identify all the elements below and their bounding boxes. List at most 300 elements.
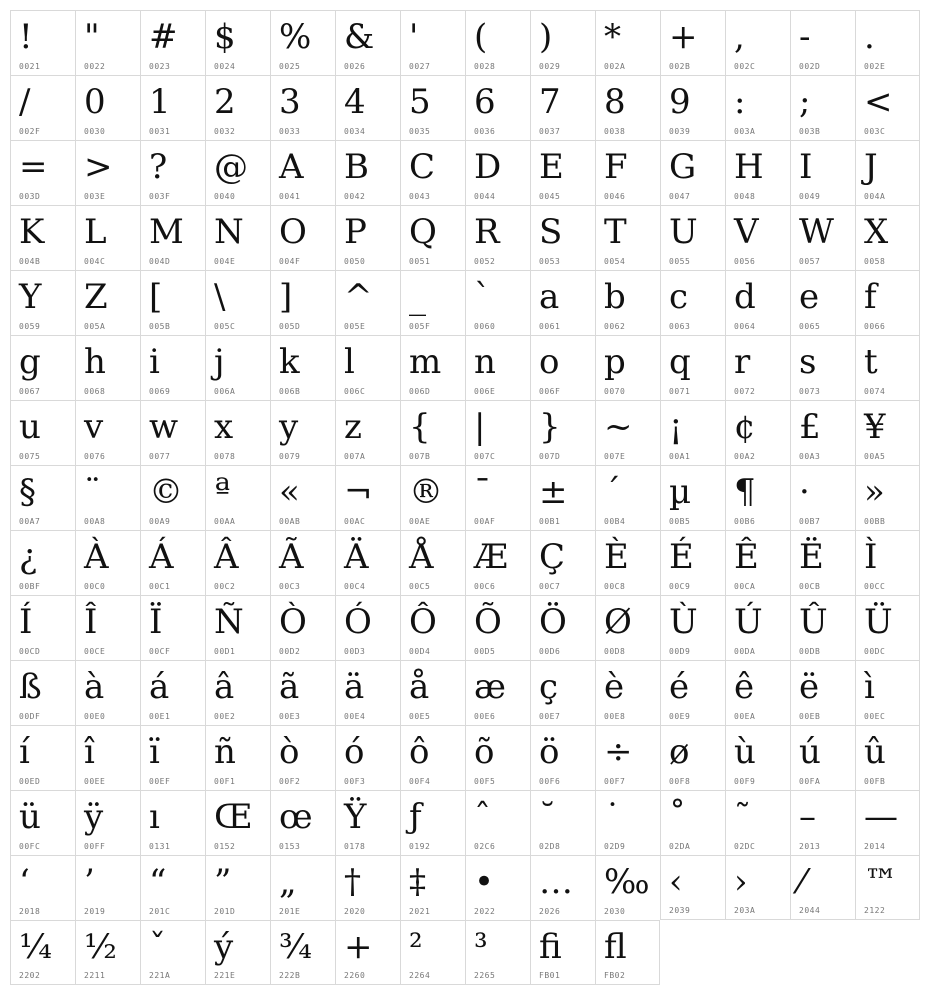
glyph-code: 00AE: [409, 517, 431, 526]
glyph-cell: [400, 595, 465, 660]
glyph-char: A: [279, 147, 304, 187]
glyph-char: |: [474, 407, 486, 447]
glyph-code: 0153: [279, 842, 301, 851]
glyph-cell: [270, 725, 335, 790]
glyph-cell: [530, 920, 595, 985]
glyph-cell: [335, 335, 400, 400]
glyph-char: Ó: [344, 602, 372, 642]
glyph-char: …: [539, 862, 573, 902]
glyph-char: û: [864, 732, 886, 772]
glyph-char: Œ: [214, 797, 253, 837]
glyph-code: 0027: [409, 62, 431, 71]
glyph-code: 2026: [539, 907, 561, 916]
glyph-cell: [270, 855, 335, 920]
glyph-char: ì: [864, 667, 875, 707]
glyph-cell: [855, 400, 920, 465]
glyph-code: 2014: [864, 842, 886, 851]
glyph-cell: [205, 205, 270, 270]
glyph-cell: [10, 205, 75, 270]
glyph-code: 00FA: [799, 777, 821, 786]
glyph-cell: [140, 920, 205, 985]
glyph-cell: [530, 725, 595, 790]
glyph-cell: [465, 270, 530, 335]
glyph-code: 00E4: [344, 712, 366, 721]
glyph-cell: [270, 335, 335, 400]
glyph-cell: [660, 595, 725, 660]
glyph-char: s: [799, 342, 817, 382]
glyph-cell: [75, 725, 140, 790]
glyph-code: 005F: [409, 322, 431, 331]
glyph-cell: [75, 660, 140, 725]
glyph-char: Ê: [734, 537, 759, 577]
glyph-code: 004C: [84, 257, 106, 266]
glyph-code: 0046: [604, 192, 626, 201]
glyph-cell: [335, 270, 400, 335]
glyph-char: K: [19, 212, 45, 252]
glyph-code: 00BF: [19, 582, 41, 591]
glyph-char: F: [604, 147, 628, 187]
glyph-code: 00A3: [799, 452, 821, 461]
glyph-char: Ò: [279, 602, 307, 642]
glyph-cell: [335, 75, 400, 140]
glyph-code: 00CA: [734, 582, 756, 591]
glyph-char: =: [19, 147, 48, 187]
glyph-cell: [10, 595, 75, 660]
glyph-cell: [530, 335, 595, 400]
glyph-cell: [595, 205, 660, 270]
glyph-cell: [790, 335, 855, 400]
glyph-code: 2013: [799, 842, 821, 851]
glyph-cell: [270, 75, 335, 140]
glyph-code: 003E: [84, 192, 106, 201]
glyph-cell: [205, 270, 270, 335]
glyph-cell: [660, 335, 725, 400]
glyph-cell: [335, 855, 400, 920]
glyph-cell: [725, 75, 790, 140]
glyph-cell: [855, 595, 920, 660]
glyph-code: 0068: [84, 387, 106, 396]
glyph-cell: [855, 10, 920, 75]
glyph-code: 0043: [409, 192, 431, 201]
glyph-char: <: [864, 82, 893, 122]
glyph-code: 00DB: [799, 647, 821, 656]
glyph-char: _: [409, 277, 426, 317]
glyph-char: 1: [149, 82, 171, 122]
glyph-cell: [270, 920, 335, 985]
glyph-char: Q: [409, 212, 437, 252]
glyph-char: c: [669, 277, 689, 317]
glyph-char: ö: [539, 732, 560, 772]
glyph-cell: [140, 140, 205, 205]
glyph-cell: [205, 855, 270, 920]
glyph-cell: [660, 10, 725, 75]
glyph-code: 00F4: [409, 777, 431, 786]
glyph-char: Û: [799, 602, 828, 642]
glyph-cell: [725, 205, 790, 270]
glyph-cell: [335, 400, 400, 465]
glyph-code: 004F: [279, 257, 301, 266]
glyph-char: [: [149, 277, 163, 317]
glyph-char: z: [344, 407, 362, 447]
glyph-char: ˜: [734, 797, 751, 837]
glyph-char: p: [604, 342, 626, 382]
glyph-cell: [270, 660, 335, 725]
glyph-cell: [205, 75, 270, 140]
glyph-cell: [465, 335, 530, 400]
glyph-char: Ø: [604, 602, 632, 642]
glyph-code: 0056: [734, 257, 756, 266]
glyph-cell: [790, 465, 855, 530]
glyph-cell: [465, 790, 530, 855]
glyph-cell: [790, 725, 855, 790]
glyph-char: —: [864, 797, 898, 837]
glyph-char: @: [214, 147, 248, 187]
glyph-cell: [400, 140, 465, 205]
glyph-char: i: [149, 342, 160, 382]
glyph-cell: [465, 400, 530, 465]
glyph-char: 5: [409, 82, 431, 122]
glyph-code: 0070: [604, 387, 626, 396]
glyph-cell: [595, 270, 660, 335]
glyph-cell: [270, 10, 335, 75]
glyph-char: f: [864, 277, 877, 317]
glyph-code: 002F: [19, 127, 41, 136]
glyph-char: ™: [864, 862, 898, 902]
glyph-code: 00D6: [539, 647, 561, 656]
glyph-char: ¾: [279, 927, 312, 967]
glyph-cell: [855, 725, 920, 790]
glyph-code: 0037: [539, 127, 561, 136]
glyph-char: ½: [84, 927, 117, 967]
glyph-cell: [400, 400, 465, 465]
glyph-code: 00E7: [539, 712, 561, 721]
glyph-code: 00EB: [799, 712, 821, 721]
glyph-cell: [465, 75, 530, 140]
glyph-cell: [270, 205, 335, 270]
glyph-char: Å: [409, 537, 434, 577]
glyph-char: ß: [19, 667, 42, 707]
glyph-code: 201D: [214, 907, 236, 916]
glyph-cell: [530, 855, 595, 920]
glyph-char: k: [279, 342, 300, 382]
glyph-code: 0075: [19, 452, 41, 461]
glyph-cell: [400, 530, 465, 595]
glyph-code: 00A7: [19, 517, 41, 526]
glyph-cell: [10, 10, 75, 75]
glyph-cell: [530, 400, 595, 465]
glyph-cell: [855, 855, 920, 920]
glyph-cell: [465, 725, 530, 790]
glyph-cell: [335, 140, 400, 205]
glyph-char: Ì: [864, 537, 878, 577]
glyph-code: 00E2: [214, 712, 236, 721]
glyph-code: 0074: [864, 387, 886, 396]
glyph-code: 005D: [279, 322, 301, 331]
glyph-cell: [595, 10, 660, 75]
glyph-char: ^: [344, 277, 373, 317]
glyph-char: –: [799, 797, 816, 837]
glyph-code: 0033: [279, 127, 301, 136]
glyph-code: 221A: [149, 971, 171, 980]
glyph-char: ›: [734, 862, 748, 902]
glyph-char: H: [734, 147, 764, 187]
glyph-char: W: [799, 212, 834, 252]
glyph-char: ú: [799, 732, 821, 772]
glyph-code: 00ED: [19, 777, 41, 786]
glyph-code: 00C9: [669, 582, 691, 591]
glyph-code: 0028: [474, 62, 496, 71]
glyph-char: Ö: [539, 602, 567, 642]
glyph-cell: [335, 530, 400, 595]
glyph-cell: [595, 465, 660, 530]
glyph-code: 002A: [604, 62, 626, 71]
glyph-char: ﬂ: [604, 927, 627, 967]
glyph-cell: [205, 660, 270, 725]
glyph-char: /: [19, 82, 31, 122]
glyph-cell: [660, 725, 725, 790]
glyph-char: ˚: [669, 797, 686, 837]
glyph-code: 003C: [864, 127, 886, 136]
glyph-char: ¢: [734, 407, 756, 447]
glyph-cell: [270, 400, 335, 465]
glyph-cell: [335, 595, 400, 660]
glyph-cell: [205, 335, 270, 400]
glyph-cell: [75, 855, 140, 920]
glyph-code: 00FB: [864, 777, 886, 786]
glyph-cell: [725, 660, 790, 725]
glyph-char: t: [864, 342, 878, 382]
glyph-char: à: [84, 667, 105, 707]
glyph-char: ‘: [19, 862, 30, 902]
glyph-cell: [400, 855, 465, 920]
glyph-code: 00B6: [734, 517, 756, 526]
glyph-char: ˙: [604, 797, 621, 837]
glyph-char: r: [734, 342, 751, 382]
glyph-cell: [725, 790, 790, 855]
glyph-code: 006B: [279, 387, 301, 396]
glyph-char: Z: [84, 277, 108, 317]
glyph-code: 00C7: [539, 582, 561, 591]
glyph-code: 0049: [799, 192, 821, 201]
glyph-char: ª: [214, 472, 231, 512]
glyph-char: :: [734, 82, 746, 122]
glyph-code: 007B: [409, 452, 431, 461]
glyph-char: õ: [474, 732, 495, 772]
glyph-cell: [530, 530, 595, 595]
glyph-code: 00AA: [214, 517, 236, 526]
glyph-char: Ç: [539, 537, 566, 577]
glyph-char: N: [214, 212, 244, 252]
glyph-char: *: [604, 17, 621, 57]
glyph-char: X: [864, 212, 889, 252]
glyph-cell: [790, 855, 855, 920]
glyph-char: ’: [84, 862, 95, 902]
glyph-cell: [660, 400, 725, 465]
glyph-char: Ù: [669, 602, 698, 642]
glyph-code: 00E9: [669, 712, 691, 721]
glyph-code: 002E: [864, 62, 886, 71]
glyph-char: ‹: [669, 862, 683, 902]
glyph-cell: [10, 400, 75, 465]
glyph-code: 00EE: [84, 777, 106, 786]
glyph-char: !: [19, 17, 33, 57]
glyph-code: 0050: [344, 257, 366, 266]
glyph-code: 00E5: [409, 712, 431, 721]
glyph-cell: [790, 10, 855, 75]
glyph-code: 00A9: [149, 517, 171, 526]
glyph-cell: [10, 75, 75, 140]
glyph-code: 0044: [474, 192, 496, 201]
glyph-cell: [855, 530, 920, 595]
glyph-code: 2265: [474, 971, 496, 980]
glyph-code: 2264: [409, 971, 431, 980]
glyph-cell: [140, 595, 205, 660]
glyph-code: 00B7: [799, 517, 821, 526]
glyph-code: 0062: [604, 322, 626, 331]
glyph-code: 0025: [279, 62, 301, 71]
glyph-cell: [335, 10, 400, 75]
glyph-code: 004E: [214, 257, 236, 266]
glyph-cell: [400, 10, 465, 75]
glyph-char: Ÿ: [344, 797, 367, 837]
glyph-code: 003F: [149, 192, 171, 201]
glyph-cell: [140, 530, 205, 595]
glyph-cell: [530, 465, 595, 530]
glyph-code: 2021: [409, 907, 431, 916]
glyph-cell: [75, 10, 140, 75]
glyph-code: 0069: [149, 387, 171, 396]
glyph-char: ø: [669, 732, 690, 772]
glyph-code: 00DC: [864, 647, 886, 656]
glyph-code: 2260: [344, 971, 366, 980]
glyph-code: 00CD: [19, 647, 41, 656]
glyph-char: ¯: [474, 472, 491, 512]
glyph-code: 0055: [669, 257, 691, 266]
glyph-code: 00FC: [19, 842, 41, 851]
glyph-code: 00D8: [604, 647, 626, 656]
glyph-code: 222B: [279, 971, 301, 980]
glyph-cell: [595, 725, 660, 790]
glyph-code: 00A2: [734, 452, 756, 461]
glyph-code: 00CC: [864, 582, 886, 591]
glyph-char: E: [539, 147, 564, 187]
glyph-cell: [400, 205, 465, 270]
glyph-code: 00C5: [409, 582, 431, 591]
glyph-cell: [335, 660, 400, 725]
glyph-code: 003A: [734, 127, 756, 136]
glyph-code: 00EA: [734, 712, 756, 721]
glyph-cell: [75, 270, 140, 335]
glyph-code: 0063: [669, 322, 691, 331]
glyph-char: »: [864, 472, 885, 512]
glyph-cell: [205, 465, 270, 530]
glyph-code: 00C4: [344, 582, 366, 591]
glyph-code: 00D1: [214, 647, 236, 656]
glyph-cell: [725, 595, 790, 660]
glyph-char: O: [279, 212, 307, 252]
glyph-code: 005C: [214, 322, 236, 331]
glyph-code: 2044: [799, 906, 821, 915]
glyph-code: 221E: [214, 971, 236, 980]
glyph-code: 00D5: [474, 647, 496, 656]
glyph-char: ©: [149, 472, 183, 512]
glyph-char: ã: [279, 667, 300, 707]
glyph-code: 00D9: [669, 647, 691, 656]
glyph-code: 00DF: [19, 712, 41, 721]
glyph-code: 0064: [734, 322, 756, 331]
glyph-code: 0192: [409, 842, 431, 851]
glyph-cell: [530, 75, 595, 140]
glyph-cell: [75, 140, 140, 205]
glyph-code: 00F5: [474, 777, 496, 786]
glyph-code: 007A: [344, 452, 366, 461]
glyph-cell: [465, 595, 530, 660]
glyph-code: 00F3: [344, 777, 366, 786]
glyph-cell: [10, 530, 75, 595]
glyph-code: 0042: [344, 192, 366, 201]
glyph-char: æ: [474, 667, 506, 707]
glyph-cell: [400, 75, 465, 140]
glyph-cell: [10, 465, 75, 530]
glyph-cell: [465, 660, 530, 725]
glyph-code: 00CE: [84, 647, 106, 656]
glyph-code: 2018: [19, 907, 41, 916]
glyph-char: ”: [214, 862, 232, 902]
glyph-char: ²: [409, 927, 423, 967]
glyph-char: é: [669, 667, 690, 707]
glyph-cell: [400, 335, 465, 400]
glyph-code: 00A8: [84, 517, 106, 526]
glyph-char: â: [214, 667, 235, 707]
glyph-code: 02C6: [474, 842, 496, 851]
glyph-char: ´: [604, 472, 621, 512]
glyph-code: 0026: [344, 62, 366, 71]
glyph-char: ÷: [604, 732, 633, 772]
glyph-code: 0024: [214, 62, 236, 71]
glyph-cell: [725, 400, 790, 465]
glyph-code: 0052: [474, 257, 496, 266]
glyph-cell: [205, 400, 270, 465]
glyph-char: L: [84, 212, 107, 252]
glyph-cell: [660, 790, 725, 855]
glyph-code: 0051: [409, 257, 431, 266]
glyph-cell: [530, 660, 595, 725]
glyph-code: 00A5: [864, 452, 886, 461]
glyph-code: 005E: [344, 322, 366, 331]
glyph-char: †: [344, 862, 361, 902]
glyph-cell: [335, 205, 400, 270]
glyph-cell: [10, 725, 75, 790]
glyph-cell: [75, 920, 140, 985]
glyph-code: 0076: [84, 452, 106, 461]
glyph-code: 00D3: [344, 647, 366, 656]
glyph-code: 0030: [84, 127, 106, 136]
glyph-char: g: [19, 342, 41, 382]
glyph-char: Ï: [149, 602, 163, 642]
glyph-char: ): [539, 17, 553, 57]
glyph-code: 0023: [149, 62, 171, 71]
glyph-cell: [465, 855, 530, 920]
glyph-code: 002B: [669, 62, 691, 71]
glyph-char: ü: [19, 797, 41, 837]
glyph-char: Á: [149, 537, 174, 577]
glyph-char: B: [344, 147, 369, 187]
glyph-char: Ã: [279, 537, 304, 577]
glyph-cell: [790, 595, 855, 660]
glyph-code: 00C0: [84, 582, 106, 591]
glyph-code: 003B: [799, 127, 821, 136]
glyph-cell: [660, 465, 725, 530]
